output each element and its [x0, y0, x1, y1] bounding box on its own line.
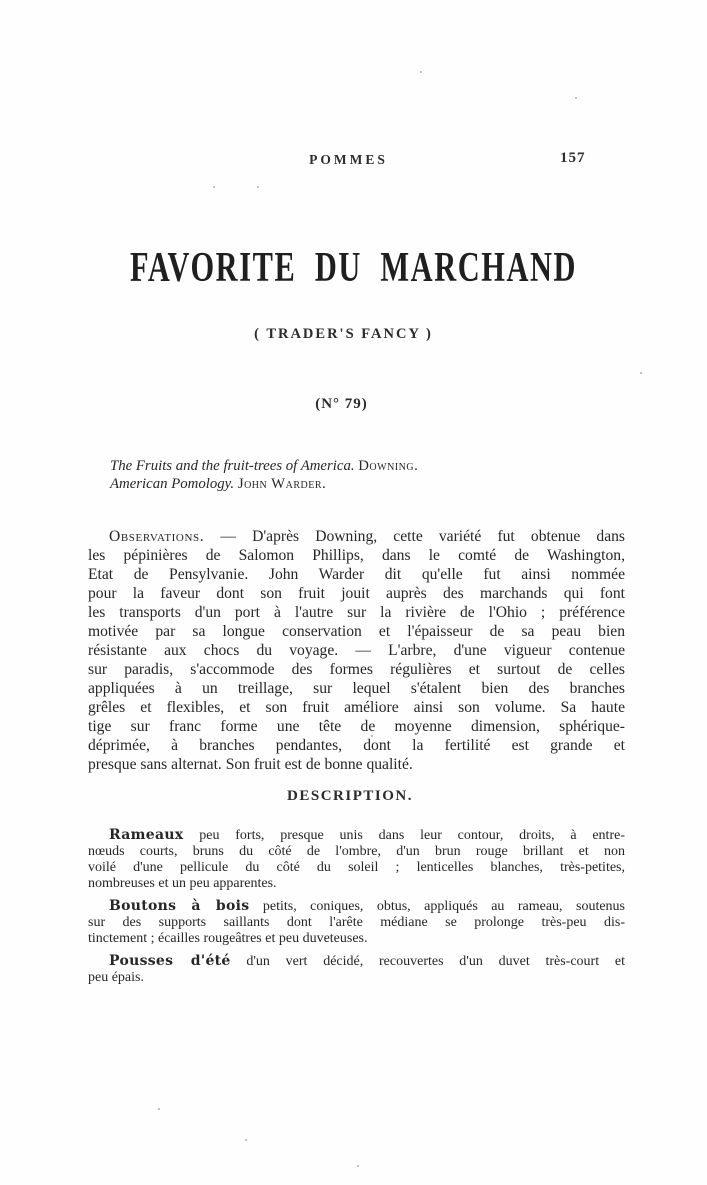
variety-title: [0, 245, 707, 290]
text-line: sur paradis, s'accommode des formes régulières et surtout de celles: [88, 661, 625, 678]
text-line: les transports d'un port à l'autre sur la rivière de l'Ohio ; préférence: [88, 604, 625, 621]
scan-speck: [420, 71, 422, 73]
reference-item: [110, 458, 590, 476]
page-number: 157: [560, 150, 586, 166]
text-line: Rameaux peu forts, presque unis dans leur contour, droits, à entre-: [109, 827, 625, 843]
scan-speck: [158, 1108, 160, 1110]
text-line: appliquées à un treillage, sur lequel s'étalent bien des branches: [88, 680, 625, 697]
paragraph-lead: Rameaux: [109, 827, 184, 843]
variety-title-text: FAVORITE DU MARCHAND: [129, 244, 578, 291]
scan-speck: [575, 97, 577, 99]
scan-speck: [640, 372, 642, 374]
text-line: grêles et flexibles, et son fruit améliore ainsi son volume. Sa haute: [88, 699, 625, 716]
scan-speck: [371, 735, 373, 737]
paragraph-lead: Boutons à bois: [109, 898, 250, 914]
text-line: voilé d'une pellicule du côté du soleil ; lenticelles blanches, très-petites,: [88, 860, 625, 875]
text-line: presque sans alternat. Son fruit est de bonne qualité.: [88, 756, 413, 773]
scan-speck: [357, 1165, 359, 1167]
reference-author: John Warder.: [237, 475, 327, 492]
text-line: les pépinières de Salomon Phillips, dans le comté de Washington,: [88, 547, 625, 564]
text-line: pour la faveur dont son fruit jouit auprès des marchands qui font: [88, 585, 625, 602]
scan-speck: [257, 186, 259, 188]
observations-paragraph: [88, 527, 625, 774]
description-paragraph-rameaux: [88, 827, 625, 892]
text-line: déprimée, à branches pendantes, dont la fertilité est grande et: [88, 737, 625, 754]
scan-speck: [245, 1139, 247, 1141]
description-paragraph-boutons: [88, 898, 625, 947]
reference-title: American Pomology.: [110, 475, 235, 492]
scan-speck: [213, 186, 215, 188]
text-line: Etat de Pensylvanie. John Warder dit qu'elle fut ainsi nommée: [88, 566, 625, 583]
text-line: nombreuses et un peu apparentes.: [88, 876, 277, 891]
variety-subtitle: ( TRADER'S FANCY ): [254, 326, 433, 342]
text-line: résistante aux chocs du voyage. — L'arbre, d'une vigueur contenue: [88, 642, 625, 659]
reference-list: [110, 458, 590, 493]
reference-author: Downing.: [358, 458, 419, 474]
description-paragraph-pousses: [88, 953, 625, 986]
description-heading: DESCRIPTION.: [287, 788, 413, 804]
variety-number: (N° 79): [315, 396, 368, 412]
paragraph-lead: Observations.: [109, 528, 205, 545]
text-line: peu épais.: [88, 970, 144, 985]
text-line: Observations. — D'après Downing, cette variété fut obtenue dans: [109, 528, 625, 545]
reference-item: [110, 476, 590, 494]
text-line: nœuds courts, bruns du côté de l'ombre, d'un brun rouge brillant et non: [88, 844, 625, 859]
text-line: tinctement ; écailles rougeâtres et peu duveteuses.: [88, 931, 368, 946]
description-section: [88, 827, 625, 992]
paragraph-lead: Pousses d'été: [109, 953, 231, 969]
text-line: sur des supports saillants dont l'arête médiane se prolonge très-peu dis-: [88, 915, 625, 930]
running-header: POMMES: [309, 152, 388, 167]
text-line: Pousses d'été d'un vert décidé, recouvertes d'un duvet très-court et: [109, 953, 625, 969]
text-line: tige sur franc forme une tête de moyenne dimension, sphérique-: [88, 718, 625, 735]
text-line: Boutons à bois petits, coniques, obtus, appliqués au rameau, soutenus: [109, 898, 625, 914]
reference-title: The Fruits and the fruit-trees of America.: [110, 458, 355, 474]
text-line: motivée par sa longue conservation et l'épaisseur de sa peau bien: [88, 623, 625, 640]
